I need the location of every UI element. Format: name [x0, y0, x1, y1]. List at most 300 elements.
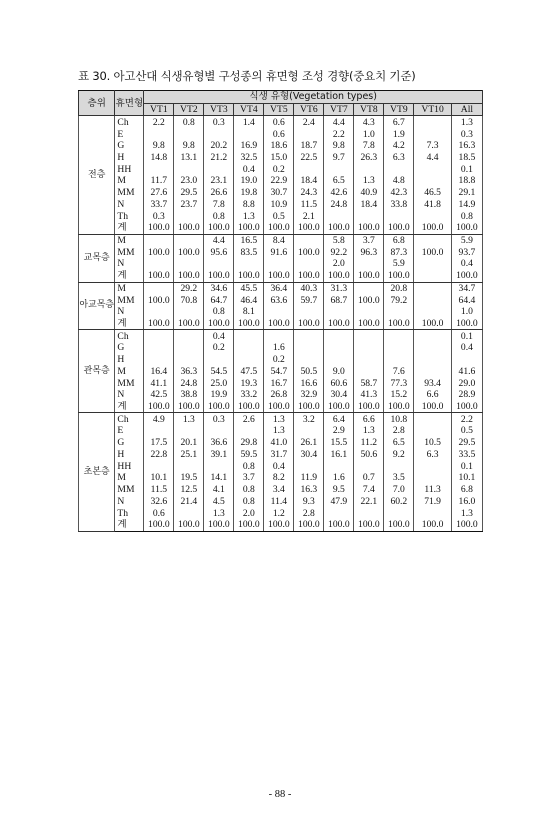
value-cell: 60.6 — [324, 377, 354, 389]
column-header-vt10: VT10 — [414, 103, 452, 116]
value-cell: 26.8 — [264, 389, 294, 401]
value-cell — [354, 342, 384, 354]
value-cell: 31.3 — [324, 282, 354, 294]
value-cell: 0.4 — [234, 163, 264, 175]
layer-header: 층위 — [79, 91, 115, 116]
value-cell: 0.3 — [204, 116, 234, 128]
value-cell: 11.9 — [294, 472, 324, 484]
layer-label: 초본층 — [79, 413, 115, 531]
table-row — [79, 460, 483, 472]
value-cell: 100.0 — [354, 294, 384, 306]
table-row — [79, 222, 483, 234]
value-cell: 87.3 — [384, 246, 414, 258]
value-cell: 58.7 — [354, 377, 384, 389]
table-row — [79, 282, 483, 294]
value-cell — [354, 258, 384, 270]
value-cell: 100.0 — [324, 270, 354, 282]
value-cell: 7.8 — [354, 140, 384, 152]
value-cell: 2.2 — [324, 128, 354, 140]
value-cell: 100.0 — [234, 318, 264, 330]
column-header-vt3: VT3 — [204, 103, 234, 116]
value-cell — [204, 460, 234, 472]
table-row — [79, 187, 483, 199]
value-cell: 34.6 — [204, 282, 234, 294]
value-cell: 7.4 — [354, 484, 384, 496]
value-cell: 7.0 — [384, 484, 414, 496]
value-cell: 8.8 — [234, 198, 264, 210]
lifeform-cell: MM — [115, 294, 144, 306]
value-cell: 5.8 — [324, 234, 354, 246]
value-cell: 20.2 — [204, 140, 234, 152]
value-cell — [451, 354, 482, 366]
value-cell: 9.5 — [324, 484, 354, 496]
value-cell: 0.6 — [144, 507, 174, 519]
lifeform-cell: Ch — [115, 330, 144, 342]
value-cell: 100.0 — [294, 222, 324, 234]
value-cell: 0.8 — [204, 306, 234, 318]
value-cell: 100.0 — [174, 246, 204, 258]
value-cell: 64.7 — [204, 294, 234, 306]
value-cell — [294, 306, 324, 318]
value-cell: 6.7 — [384, 116, 414, 128]
value-cell: 14.9 — [451, 198, 482, 210]
value-cell: 8.1 — [234, 306, 264, 318]
lifeform-cell: H — [115, 152, 144, 164]
value-cell: 23.7 — [174, 198, 204, 210]
value-cell: 29.1 — [451, 187, 482, 199]
value-cell: 16.3 — [451, 140, 482, 152]
table-row — [79, 116, 483, 128]
value-cell: 3.4 — [264, 484, 294, 496]
value-cell — [174, 507, 204, 519]
table-row — [79, 377, 483, 389]
value-cell: 3.5 — [384, 472, 414, 484]
lifeform-cell: MM — [115, 377, 144, 389]
value-cell: 12.5 — [174, 484, 204, 496]
value-cell: 63.6 — [264, 294, 294, 306]
lifeform-cell: Th — [115, 210, 144, 222]
value-cell: 100.0 — [451, 222, 482, 234]
lifeform-cell: N — [115, 389, 144, 401]
value-cell: 19.3 — [234, 377, 264, 389]
value-cell: 4.1 — [204, 484, 234, 496]
value-cell: 93.7 — [451, 246, 482, 258]
value-cell: 11.2 — [354, 437, 384, 449]
value-cell — [294, 425, 324, 437]
table-row — [79, 140, 483, 152]
table-row — [79, 306, 483, 318]
table-row — [79, 389, 483, 401]
value-cell — [204, 163, 234, 175]
value-cell: 100.0 — [204, 519, 234, 531]
value-cell — [174, 258, 204, 270]
value-cell — [294, 460, 324, 472]
value-cell — [414, 175, 452, 187]
value-cell: 17.5 — [144, 437, 174, 449]
value-cell: 4.8 — [384, 175, 414, 187]
value-cell — [144, 282, 174, 294]
value-cell — [234, 128, 264, 140]
value-cell: 100.0 — [451, 270, 482, 282]
column-header-vt2: VT2 — [174, 103, 204, 116]
value-cell: 54.5 — [204, 366, 234, 378]
value-cell: 0.8 — [204, 210, 234, 222]
column-header-vt5: VT5 — [264, 103, 294, 116]
value-cell: 16.3 — [294, 484, 324, 496]
value-cell: 11.7 — [144, 175, 174, 187]
value-cell — [384, 460, 414, 472]
lifeform-cell: 계 — [115, 318, 144, 330]
value-cell — [144, 425, 174, 437]
value-cell: 3.7 — [354, 234, 384, 246]
value-cell: 0.2 — [264, 163, 294, 175]
value-cell: 100.0 — [294, 401, 324, 413]
value-cell — [414, 234, 452, 246]
value-cell: 100.0 — [144, 519, 174, 531]
value-cell: 18.6 — [264, 140, 294, 152]
value-cell: 9.2 — [384, 449, 414, 461]
value-cell — [384, 354, 414, 366]
value-cell: 0.5 — [264, 210, 294, 222]
value-cell: 21.2 — [204, 152, 234, 164]
value-cell: 1.3 — [264, 413, 294, 425]
table-row — [79, 270, 483, 282]
value-cell — [354, 306, 384, 318]
value-cell: 71.9 — [414, 495, 452, 507]
value-cell — [144, 128, 174, 140]
value-cell: 100.0 — [451, 519, 482, 531]
value-cell: 15.5 — [324, 437, 354, 449]
value-cell: 64.4 — [451, 294, 482, 306]
value-cell: 18.4 — [294, 175, 324, 187]
value-cell: 16.5 — [234, 234, 264, 246]
value-cell: 100.0 — [204, 270, 234, 282]
value-cell: 6.6 — [414, 389, 452, 401]
value-cell: 0.4 — [264, 460, 294, 472]
value-cell: 100.0 — [294, 270, 324, 282]
lifeform-cell: E — [115, 128, 144, 140]
value-cell: 2.6 — [234, 413, 264, 425]
value-cell: 39.1 — [204, 449, 234, 461]
value-cell — [174, 234, 204, 246]
value-cell: 100.0 — [204, 318, 234, 330]
value-cell: 0.5 — [451, 425, 482, 437]
lifeform-cell: 계 — [115, 222, 144, 234]
value-cell: 100.0 — [414, 318, 452, 330]
value-cell: 26.3 — [354, 152, 384, 164]
value-cell — [204, 128, 234, 140]
value-cell: 19.8 — [234, 187, 264, 199]
layer-label: 아교목층 — [79, 282, 115, 330]
value-cell: 4.4 — [204, 234, 234, 246]
value-cell: 79.2 — [384, 294, 414, 306]
table-row — [79, 354, 483, 366]
value-cell: 24.8 — [174, 377, 204, 389]
lifeform-cell: E — [115, 425, 144, 437]
value-cell: 70.8 — [174, 294, 204, 306]
value-cell: 100.0 — [384, 318, 414, 330]
value-cell — [204, 425, 234, 437]
value-cell — [174, 128, 204, 140]
value-cell: 11.5 — [294, 198, 324, 210]
column-header-vt4: VT4 — [234, 103, 264, 116]
value-cell — [324, 507, 354, 519]
value-cell: 15.0 — [264, 152, 294, 164]
column-header-vt1: VT1 — [144, 103, 174, 116]
value-cell: 34.7 — [451, 282, 482, 294]
lifeform-cell: HH — [115, 163, 144, 175]
value-cell: 4.2 — [384, 140, 414, 152]
table-row — [79, 519, 483, 531]
value-cell — [414, 472, 452, 484]
value-cell: 95.6 — [204, 246, 234, 258]
value-cell — [414, 294, 452, 306]
value-cell: 6.5 — [324, 175, 354, 187]
value-cell — [354, 210, 384, 222]
value-cell — [144, 342, 174, 354]
value-cell: 0.3 — [144, 210, 174, 222]
column-header-all: All — [451, 103, 482, 116]
value-cell: 30.4 — [324, 389, 354, 401]
table-row — [79, 449, 483, 461]
value-cell: 30.4 — [294, 449, 324, 461]
value-cell: 60.2 — [384, 495, 414, 507]
value-cell: 29.2 — [174, 282, 204, 294]
value-cell — [234, 354, 264, 366]
lifeform-cell: 계 — [115, 401, 144, 413]
value-cell — [324, 330, 354, 342]
value-cell: 18.7 — [294, 140, 324, 152]
value-cell: 100.0 — [234, 519, 264, 531]
value-cell: 100.0 — [384, 519, 414, 531]
value-cell: 16.4 — [144, 366, 174, 378]
table-row — [79, 330, 483, 342]
value-cell: 41.3 — [354, 389, 384, 401]
value-cell — [384, 306, 414, 318]
table-row — [79, 318, 483, 330]
value-cell: 45.5 — [234, 282, 264, 294]
value-cell: 2.8 — [294, 507, 324, 519]
value-cell: 10.8 — [384, 413, 414, 425]
value-cell: 0.3 — [451, 128, 482, 140]
value-cell — [144, 258, 174, 270]
table-row — [79, 507, 483, 519]
value-cell — [414, 258, 452, 270]
lifeform-cell: 계 — [115, 270, 144, 282]
value-cell — [384, 507, 414, 519]
value-cell: 2.8 — [384, 425, 414, 437]
lifeform-cell: G — [115, 342, 144, 354]
lifeform-cell: Ch — [115, 116, 144, 128]
header-row-top — [79, 91, 483, 104]
value-cell: 41.8 — [414, 198, 452, 210]
value-cell: 0.8 — [234, 484, 264, 496]
value-cell: 100.0 — [414, 519, 452, 531]
value-cell — [414, 330, 452, 342]
value-cell: 6.3 — [384, 152, 414, 164]
value-cell: 0.4 — [451, 342, 482, 354]
value-cell — [294, 234, 324, 246]
value-cell: 68.7 — [324, 294, 354, 306]
value-cell: 0.1 — [451, 330, 482, 342]
value-cell: 25.0 — [204, 377, 234, 389]
column-header-vt7: VT7 — [324, 103, 354, 116]
value-cell — [234, 342, 264, 354]
value-cell: 41.1 — [144, 377, 174, 389]
lifeform-cell: M — [115, 282, 144, 294]
value-cell: 3.7 — [234, 472, 264, 484]
value-cell: 42.3 — [384, 187, 414, 199]
value-cell — [384, 342, 414, 354]
page-number: - 88 - — [268, 789, 292, 800]
value-cell: 1.6 — [324, 472, 354, 484]
value-cell — [294, 342, 324, 354]
value-cell — [144, 234, 174, 246]
value-cell — [264, 258, 294, 270]
value-cell: 100.0 — [264, 222, 294, 234]
lifeform-cell: M — [115, 366, 144, 378]
value-cell: 40.3 — [294, 282, 324, 294]
value-cell: 1.4 — [234, 116, 264, 128]
value-cell: 29.8 — [234, 437, 264, 449]
value-cell: 100.0 — [324, 401, 354, 413]
value-cell — [324, 354, 354, 366]
life-form-table — [78, 90, 483, 532]
value-cell: 19.9 — [204, 389, 234, 401]
value-cell: 4.3 — [354, 116, 384, 128]
value-cell — [264, 306, 294, 318]
value-cell: 7.6 — [384, 366, 414, 378]
value-cell: 100.0 — [264, 519, 294, 531]
value-cell: 41.0 — [264, 437, 294, 449]
value-cell: 5.9 — [384, 258, 414, 270]
value-cell: 11.5 — [144, 484, 174, 496]
value-cell: 1.6 — [264, 342, 294, 354]
value-cell: 14.1 — [204, 472, 234, 484]
value-cell: 50.5 — [294, 366, 324, 378]
value-cell: 42.6 — [324, 187, 354, 199]
value-cell: 100.0 — [384, 401, 414, 413]
value-cell: 100.0 — [384, 222, 414, 234]
value-cell — [144, 330, 174, 342]
value-cell — [294, 163, 324, 175]
value-cell: 36.6 — [204, 437, 234, 449]
table-row — [79, 234, 483, 246]
value-cell: 20.1 — [174, 437, 204, 449]
lifeform-cell: 계 — [115, 519, 144, 531]
value-cell: 21.4 — [174, 495, 204, 507]
lifeform-cell: M — [115, 472, 144, 484]
value-cell: 100.0 — [294, 519, 324, 531]
value-cell — [414, 282, 452, 294]
value-cell — [204, 354, 234, 366]
value-cell — [144, 354, 174, 366]
value-cell: 33.2 — [234, 389, 264, 401]
value-cell: 27.6 — [144, 187, 174, 199]
value-cell: 33.7 — [144, 198, 174, 210]
value-cell: 10.9 — [264, 198, 294, 210]
lifeform-header: 휴면형 — [115, 91, 144, 116]
value-cell: 29.5 — [451, 437, 482, 449]
value-cell: 100.0 — [234, 222, 264, 234]
value-cell: 6.8 — [451, 484, 482, 496]
value-cell: 16.1 — [324, 449, 354, 461]
value-cell — [414, 116, 452, 128]
table-row — [79, 437, 483, 449]
value-cell: 36.4 — [264, 282, 294, 294]
value-cell: 0.8 — [174, 116, 204, 128]
value-cell — [414, 460, 452, 472]
value-cell: 40.9 — [354, 187, 384, 199]
value-cell: 22.5 — [294, 152, 324, 164]
column-header-vt9: VT9 — [384, 103, 414, 116]
value-cell: 100.0 — [414, 401, 452, 413]
value-cell: 6.3 — [414, 449, 452, 461]
lifeform-cell: G — [115, 437, 144, 449]
value-cell: 100.0 — [144, 318, 174, 330]
value-cell: 0.1 — [451, 460, 482, 472]
value-cell — [174, 460, 204, 472]
value-cell: 20.8 — [384, 282, 414, 294]
value-cell: 100.0 — [384, 270, 414, 282]
value-cell: 30.7 — [264, 187, 294, 199]
value-cell — [174, 425, 204, 437]
value-cell: 0.2 — [264, 354, 294, 366]
value-cell — [384, 330, 414, 342]
value-cell: 0.4 — [204, 330, 234, 342]
value-cell: 22.8 — [144, 449, 174, 461]
value-cell — [324, 163, 354, 175]
value-cell: 16.9 — [234, 140, 264, 152]
lifeform-cell: N — [115, 258, 144, 270]
value-cell — [294, 330, 324, 342]
column-header-vt6: VT6 — [294, 103, 324, 116]
value-cell: 9.0 — [324, 366, 354, 378]
value-cell: 22.1 — [354, 495, 384, 507]
value-cell: 18.8 — [451, 175, 482, 187]
value-cell: 0.2 — [204, 342, 234, 354]
value-cell — [234, 330, 264, 342]
value-cell: 29.0 — [451, 377, 482, 389]
value-cell: 2.4 — [294, 116, 324, 128]
value-cell: 9.3 — [294, 495, 324, 507]
value-cell: 2.0 — [324, 258, 354, 270]
value-cell: 100.0 — [144, 270, 174, 282]
value-cell: 46.5 — [414, 187, 452, 199]
value-cell: 100.0 — [264, 318, 294, 330]
value-cell: 1.2 — [264, 507, 294, 519]
table-body — [79, 116, 483, 531]
lifeform-cell: MM — [115, 484, 144, 496]
value-cell: 14.8 — [144, 152, 174, 164]
table-row — [79, 152, 483, 164]
value-cell: 100.0 — [354, 222, 384, 234]
table-row — [79, 175, 483, 187]
value-cell — [414, 366, 452, 378]
value-cell — [414, 354, 452, 366]
value-cell: 8.4 — [264, 234, 294, 246]
value-cell: 11.4 — [264, 495, 294, 507]
value-cell: 5.9 — [451, 234, 482, 246]
value-cell: 100.0 — [414, 246, 452, 258]
value-cell — [324, 342, 354, 354]
value-cell — [144, 306, 174, 318]
value-cell: 100.0 — [234, 401, 264, 413]
value-cell: 33.8 — [384, 198, 414, 210]
value-cell: 0.1 — [451, 163, 482, 175]
value-cell: 25.1 — [174, 449, 204, 461]
value-cell: 6.8 — [384, 234, 414, 246]
